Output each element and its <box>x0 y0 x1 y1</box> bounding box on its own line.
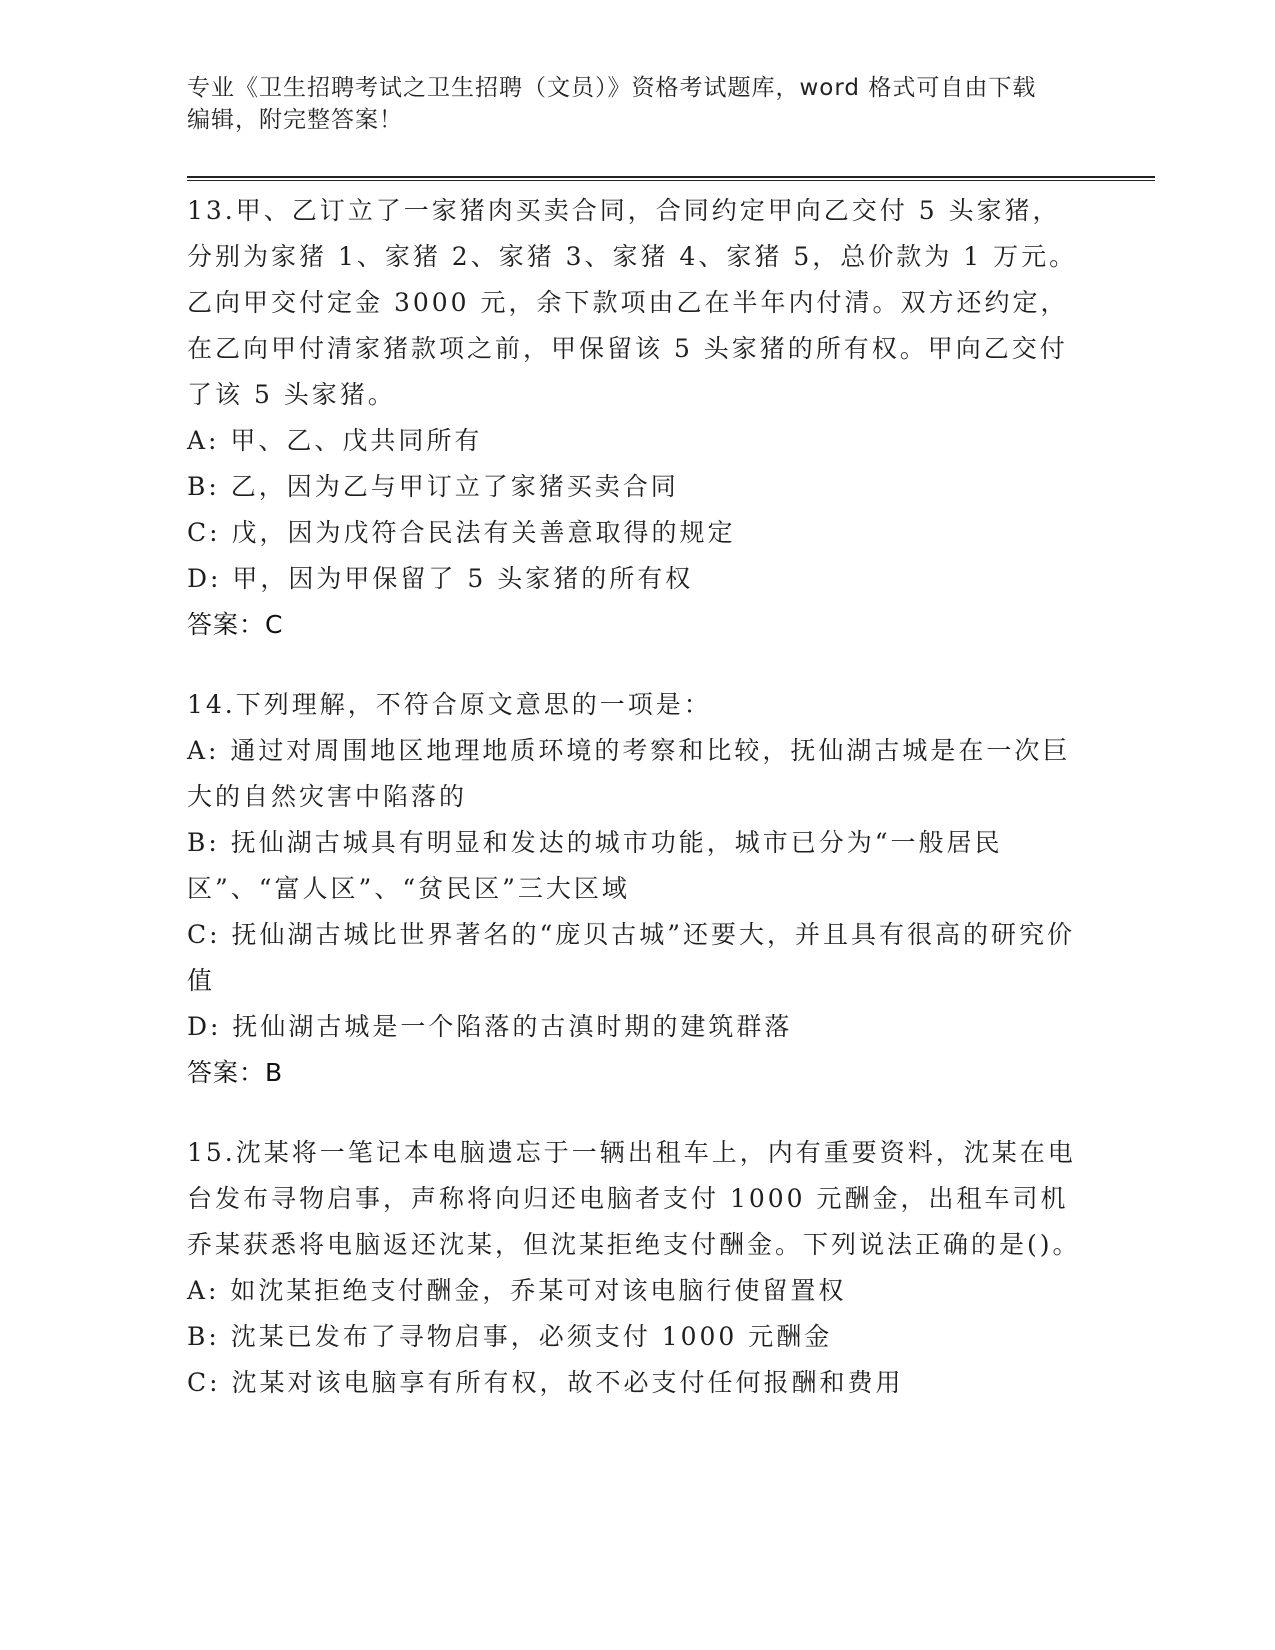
option-d: D: 甲，因为甲保留了 5 头家猪的所有权 <box>187 564 694 593</box>
header-line-2: 编辑，附完整答案！ <box>187 107 403 133</box>
option-c: C: 沈某对该电脑享有所有权，故不必支付任何报酬和费用 <box>187 1368 904 1397</box>
option-c: C: 戊，因为戊符合民法有关善意取得的规定 <box>187 518 736 547</box>
question-list <box>187 188 1087 1430</box>
question-stem: 15.沈某将一笔记本电脑遗忘于一辆出租车上，内有重要资料，沈某在电台发布寻物启事，声称将向归还电脑者支付 1000 元酬金，出租车司机乔某获悉将电脑返还沈某，但沈某拒绝支付酬金。下列说法正确的是()。 <box>187 1138 1081 1259</box>
question-15 <box>187 1130 1087 1406</box>
answer-line: 答案：C <box>187 610 284 639</box>
option-b: B: 抚仙湖古城具有明显和发达的城市功能，城市已分为“一般居民区”、“富人区”、“贫民区”三大区域 <box>187 828 1003 903</box>
question-13 <box>187 188 1087 648</box>
option-a: A: 通过对周围地区地理地质环境的考察和比较，抚仙湖古城是在一次巨大的自然灾害中陷落的 <box>187 736 1071 811</box>
option-a: A: 甲、乙、戊共同所有 <box>187 426 483 455</box>
question-stem: 14.下列理解，不符合原文意思的一项是： <box>187 690 712 719</box>
question-14 <box>187 682 1087 1096</box>
header-divider <box>187 176 1155 181</box>
answer-line: 答案：B <box>187 1058 284 1087</box>
option-c: C: 抚仙湖古城比世界著名的“庞贝古城”还要大，并且具有很高的研究价值 <box>187 920 1076 995</box>
option-b: B: 乙，因为乙与甲订立了家猪买卖合同 <box>187 472 679 501</box>
option-d: D: 抚仙湖古城是一个陷落的古滇时期的建筑群落 <box>187 1012 793 1041</box>
question-stem: 13.甲、乙订立了一家猪肉买卖合同，合同约定甲向乙交付 5 头家猪，分别为家猪 1、家猪 2、家猪 3、家猪 4、家猪 5，总价款为 1 万元。乙向甲交付定金 3000 元，余下款项由乙在半年内付清。双方还约定，在乙向甲付清家猪款项之前，甲保留该 5 头家猪的所有权。甲向乙交付了该 5 头家猪。 <box>187 196 1078 409</box>
option-b: B: 沈某已发布了寻物启事，必须支付 1000 元酬金 <box>187 1322 833 1351</box>
document-header <box>187 72 1087 136</box>
option-a: A: 如沈某拒绝支付酬金，乔某可对该电脑行使留置权 <box>187 1276 847 1305</box>
header-line-1: 专业《卫生招聘考试之卫生招聘（文员）》资格考试题库，word 格式可自由下载 <box>187 75 1037 101</box>
